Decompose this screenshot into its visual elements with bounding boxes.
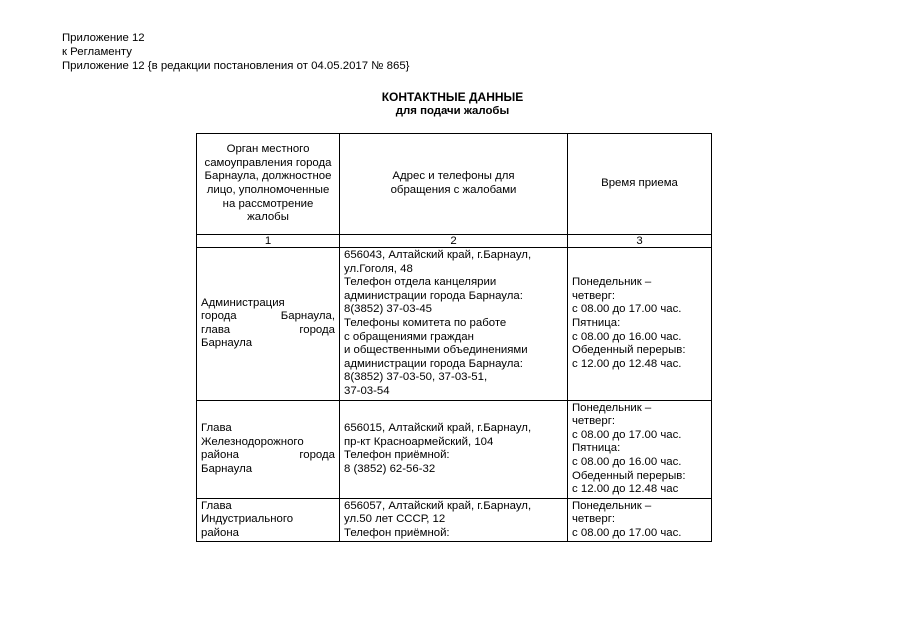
organ-cell xyxy=(197,498,340,542)
cell-line: с 12.00 до 12.48 час. xyxy=(572,357,682,370)
cell-line: Телефон приёмной: xyxy=(344,526,450,539)
cell-line: Пятница: xyxy=(572,442,621,455)
cell-line: района города xyxy=(201,449,335,462)
regulation-reference: к Регламенту xyxy=(62,46,132,58)
cell-line: Барнаула xyxy=(201,337,253,350)
cell-line: 8(3852) 37-03-50, 37-03-51, xyxy=(344,371,488,384)
cell-line: с 08.00 до 17.00 час. xyxy=(572,428,682,441)
document-title: КОНТАКТНЫЕ ДАННЫЕ xyxy=(381,90,524,104)
cell-line: глава города xyxy=(201,323,335,336)
cell-line: города Барнаула, xyxy=(201,310,335,323)
address-cell xyxy=(340,248,568,401)
cell-line: Телефоны комитета по работе xyxy=(344,316,507,329)
cell-line: Телефон приёмной: xyxy=(344,449,450,462)
header-time: Время приема xyxy=(568,134,712,235)
column-number-row xyxy=(197,235,712,248)
address-cell xyxy=(340,400,568,498)
cell-line: Глава xyxy=(201,421,232,434)
cell-line: с 08.00 до 16.00 час. xyxy=(572,330,682,343)
column-number: 3 xyxy=(568,235,712,248)
header-row xyxy=(197,134,712,235)
column-number: 1 xyxy=(197,235,340,248)
cell-line: четверг: xyxy=(572,513,616,526)
cell-line: 656015, Алтайский край, г.Барнаул, xyxy=(344,421,532,434)
cell-line: Глава xyxy=(201,499,232,512)
cell-line: ул.50 лет СССР, 12 xyxy=(344,513,446,526)
column-number: 2 xyxy=(340,235,568,248)
cell-line: и общественными объединениями xyxy=(344,344,528,357)
cell-line: 656057, Алтайский край, г.Барнаул, xyxy=(344,499,532,512)
organ-cell xyxy=(197,400,340,498)
cell-line: Понедельник – xyxy=(572,276,652,289)
cell-line: Пятница: xyxy=(572,316,621,329)
time-cell xyxy=(568,400,712,498)
cell-line: Барнаула xyxy=(201,462,253,475)
cell-line: Понедельник – xyxy=(572,401,652,414)
cell-line: с 08.00 до 17.00 час. xyxy=(572,303,682,316)
cell-line: Обеденный перерыв: xyxy=(572,469,686,482)
organ-cell xyxy=(197,248,340,401)
cell-line: четверг: xyxy=(572,415,616,428)
cell-line: администрации города Барнаула: xyxy=(344,289,523,302)
address-cell xyxy=(340,498,568,542)
header-address: Адрес и телефоны для обращения с жалобами xyxy=(340,134,568,235)
cell-line: 37-03-54 xyxy=(344,384,390,397)
cell-line: Обеденный перерыв: xyxy=(572,344,686,357)
cell-line: с 08.00 до 17.00 час. xyxy=(572,526,682,539)
cell-line: с 12.00 до 12.48 час xyxy=(572,483,679,496)
cell-line: 656043, Алтайский край, г.Барнаул, xyxy=(344,249,532,261)
cell-line: четверг: xyxy=(572,289,616,302)
time-cell xyxy=(568,248,712,401)
cell-line: Телефон отдела канцелярии xyxy=(344,276,497,289)
revision-note: Приложение 12 {в редакции постановления от 04.05.2017 № 865} xyxy=(62,60,410,72)
cell-line: Железнодорожного xyxy=(201,435,304,448)
cell-line: с 08.00 до 16.00 час. xyxy=(572,455,682,468)
cell-line: 8 (3852) 62-56-32 xyxy=(344,462,436,475)
cell-line: Понедельник – xyxy=(572,499,652,512)
cell-line: Индустриального xyxy=(201,513,294,526)
table-row xyxy=(197,498,712,542)
header-organ: Орган местного самоуправления города Барнаула, должностное лицо, уполномоченные на рассмотрение жалобы xyxy=(197,134,340,235)
document-subtitle: для подачи жалобы xyxy=(395,105,510,117)
table-row xyxy=(197,400,712,498)
contacts-table xyxy=(196,133,712,542)
appendix-number: Приложение 12 xyxy=(62,32,145,44)
time-cell xyxy=(568,498,712,542)
cell-line: Администрация xyxy=(201,296,285,309)
cell-line: 8(3852) 37-03-45 xyxy=(344,303,433,316)
table-row xyxy=(197,248,712,401)
cell-line: ул.Гоголя, 48 xyxy=(344,262,413,275)
cell-line: района xyxy=(201,526,239,539)
cell-line: администрации города Барнаула: xyxy=(344,357,523,370)
cell-line: пр-кт Красноармейский, 104 xyxy=(344,435,494,448)
cell-line: с обращениями граждан xyxy=(344,330,474,343)
